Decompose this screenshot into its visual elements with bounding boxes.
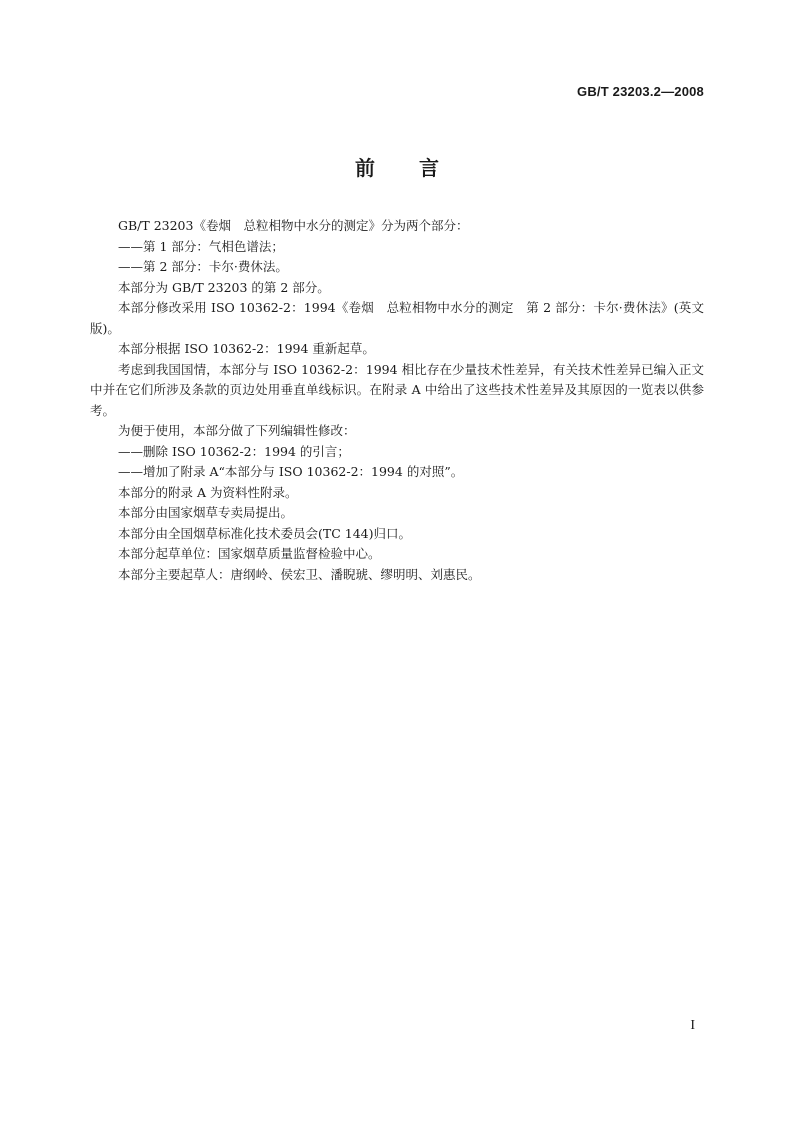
paragraph-intro: GB/T 23203《卷烟 总粒相物中水分的测定》分为两个部分：: [118, 218, 469, 233]
page-title: [0, 152, 794, 181]
paragraph-centralized-by: 本部分由全国烟草标准化技术委员会(TC 144)归口。: [118, 525, 411, 541]
paragraph-annex-informative: 本部分的附录 A 为资料性附录。: [118, 484, 298, 500]
paragraph-drafters: 本部分主要起草人：唐纲岭、侯宏卫、潘睨琥、缪明明、刘惠民。: [118, 566, 481, 582]
paragraph-proposed-by: 本部分由国家烟草专卖局提出。: [118, 505, 294, 520]
title-char-1: 前: [355, 156, 375, 180]
list-item-delete-intro: ——删除 ISO 10362-2：1994 的引言；: [118, 443, 350, 459]
list-item-part2: ——第 2 部分：卡尔·费休法。: [118, 259, 288, 274]
paragraph-redrafted: 本部分根据 ISO 10362-2：1994 重新起草。: [118, 341, 375, 356]
list-item-part1: ——第 1 部分：气相色谱法；: [118, 238, 284, 254]
paragraph-editorial-changes: 为便于使用，本部分做了下列编辑性修改：: [118, 423, 356, 438]
list-item-add-annex: ——增加了附录 A“本部分与 ISO 10362-2：1994 的对照”。: [118, 464, 464, 479]
standard-code: GB/T 23203.2—2008: [577, 84, 704, 99]
paragraph-this-part: 本部分为 GB/T 23203 的第 2 部分。: [118, 279, 330, 295]
paragraph-modified-adoption: 本部分修改采用 ISO 10362-2：1994《卷烟 总粒相物中水分的测定 第 2 部分：卡尔·费休法》(英文版)。: [90, 300, 704, 336]
foreword-body: [90, 216, 704, 585]
page-number: I: [690, 1018, 695, 1033]
paragraph-technical-differences: 考虑到我国国情，本部分与 ISO 10362-2：1994 相比存在少量技术性差异，有关技术性差异已编入正文中并在它们所涉及条款的页边处用垂直单线标识。在附录 A 中给出了这些技术性差异及其原因的一览表以供参考。: [90, 361, 704, 418]
paragraph-drafting-unit: 本部分起草单位：国家烟草质量监督检验中心。: [118, 546, 381, 561]
title-char-2: 言: [419, 156, 439, 180]
